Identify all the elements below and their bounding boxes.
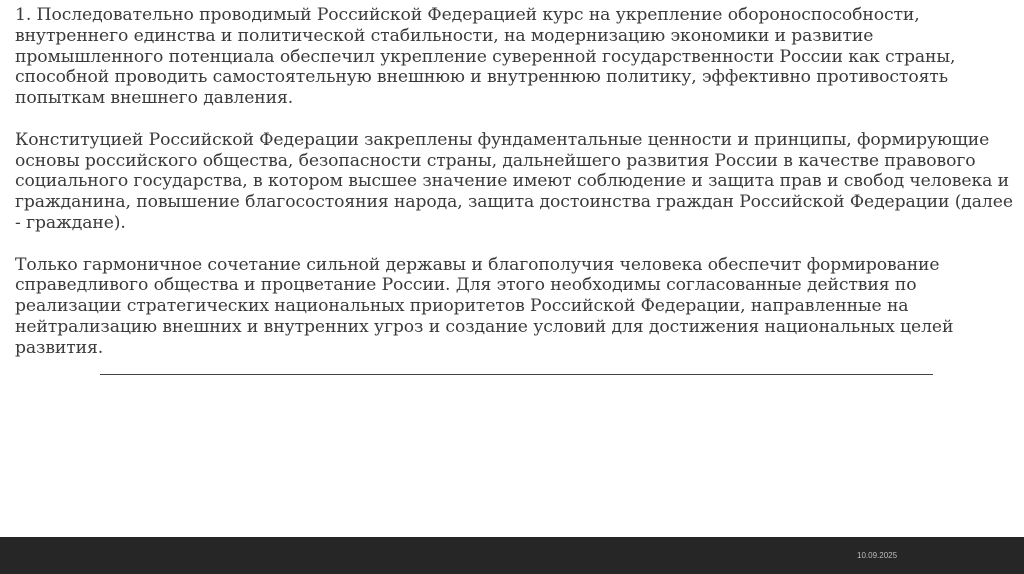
document-body (15, 5, 1015, 359)
paragraph-3: Только гармоничное сочетание сильной державы и благополучия человека обеспечит формирование справедливого общества и процветание России. Для этого необходимы согласованные действия по реализации стратегических национальных приоритетов Российской Федерации, направленные на нейтрализацию внешних и внутренних угроз и создание условий для достижения национальных целей развития. (15, 254, 954, 358)
paragraph-2: Конституцией Российской Федерации закреплены фундаментальные ценности и принципы, формирующие основы российского общества, безопасности страны, дальнейшего развития России в качестве правового социального государства, в котором высшее значение имеют соблюдение и защита прав и свобод человека и гражданина, повышение благосостояния народа, защита достоинства граждан Российской Федерации (далее - граждане). (15, 129, 1013, 233)
footer-bar (0, 537, 1024, 574)
paragraph-1: 1. Последовательно проводимый Российской Федерацией курс на укрепление обороноспособности, внутреннего единства и политической стабильности, на модернизацию экономики и развитие промышленного потенциала обеспечил укрепление суверенной государственности России как страны, способной проводить самостоятельную внешнюю и внутреннюю политику, эффективно противостоять попыткам внешнего давления. (15, 5, 956, 109)
footer-date: 10.09.2025 (857, 551, 898, 560)
horizontal-divider (100, 374, 933, 375)
